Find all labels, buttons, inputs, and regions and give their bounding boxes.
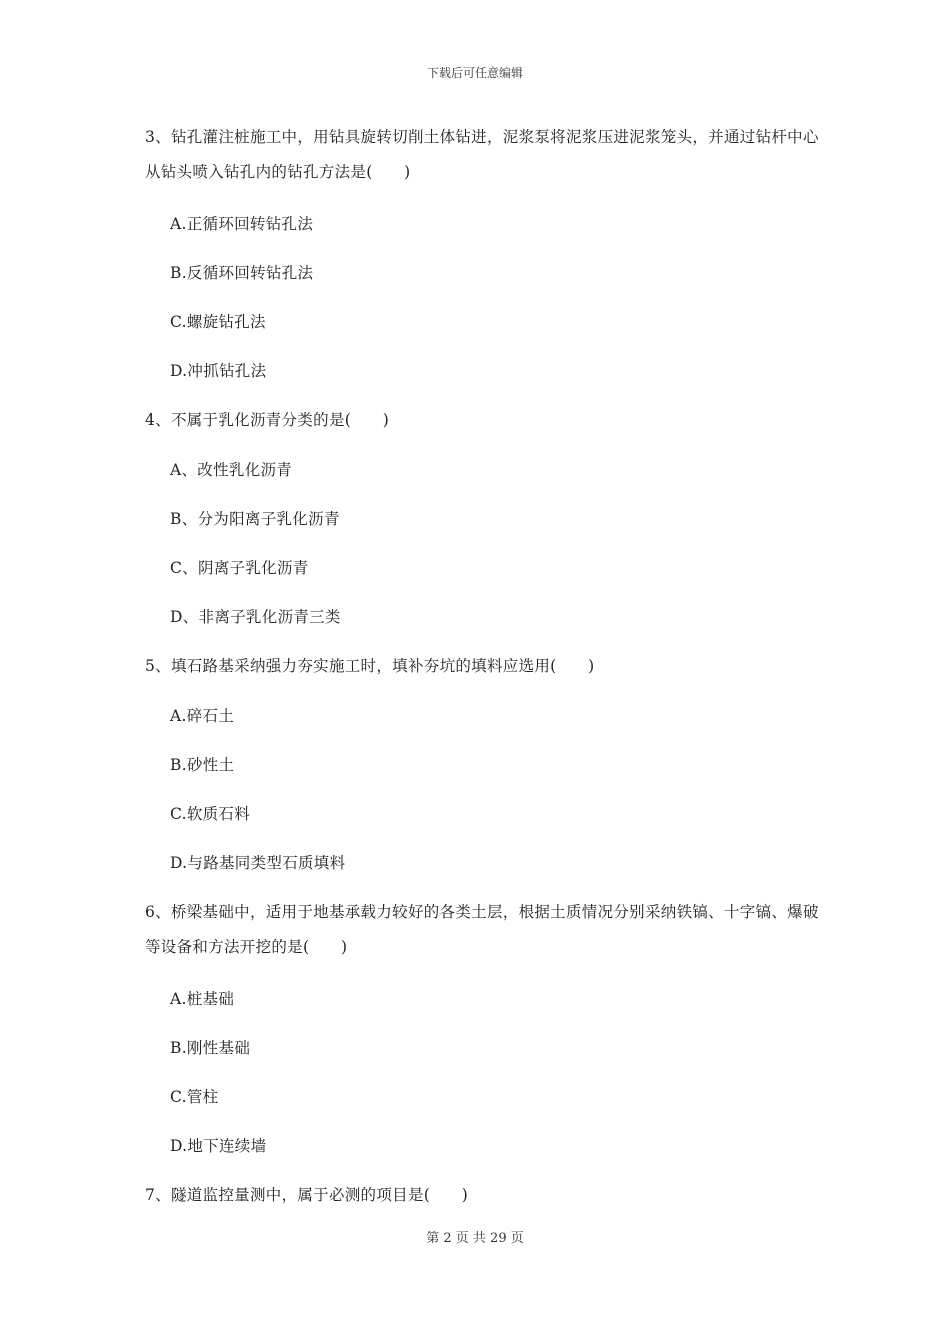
question-3-option-c: C.螺旋钻孔法 — [170, 313, 266, 331]
question-3-option-a: A.正循环回转钻孔法 — [170, 215, 314, 233]
question-4-option-b: B、分为阳离子乳化沥青 — [170, 510, 340, 528]
question-6-option-c: C.管柱 — [170, 1088, 219, 1106]
question-4-option-c: C、阴离子乳化沥青 — [170, 559, 309, 577]
question-5-stem: 5、填石路基采纳强力夯实施工时，填补夯坑的填料应选用( ) — [145, 657, 595, 675]
question-4-option-a: A、改性乳化沥青 — [170, 461, 293, 479]
question-5-option-b: B.砂性土 — [170, 756, 235, 774]
question-6-option-d: D.地下连续墙 — [170, 1137, 267, 1155]
question-3-option-d: D.冲抓钻孔法 — [170, 362, 267, 380]
question-3-stem: 3、钻孔灌注桩施工中，用钻具旋转切削土体钻进，泥浆泵将泥浆压进泥浆笼头，并通过钻杆中心从钻头喷入钻孔内的钻孔方法是( ) — [145, 128, 819, 181]
question-6-option-a: A.桩基础 — [170, 990, 235, 1008]
question-6-stem: 6、桥梁基础中，适用于地基承载力较好的各类土层，根据土质情况分别采纳铁镐、十字镐、爆破等设备和方法开挖的是( ) — [145, 903, 819, 956]
page-header: 下载后可任意编辑 — [426, 66, 523, 80]
question-4-option-d: D、非离子乳化沥青三类 — [170, 608, 341, 626]
question-4-stem: 4、不属于乳化沥青分类的是( ) — [145, 411, 390, 429]
question-7-stem: 7、隧道监控量测中，属于必测的项目是( ) — [145, 1186, 469, 1204]
question-5-option-a: A.碎石土 — [170, 707, 235, 725]
question-6-option-b: B.刚性基础 — [170, 1039, 251, 1057]
question-5-option-d: D.与路基同类型石质填料 — [170, 854, 346, 872]
question-5-option-c: C.软质石料 — [170, 805, 251, 823]
page-footer: 第 2 页 共 29 页 — [426, 1231, 524, 1246]
question-3-option-b: B.反循环回转钻孔法 — [170, 264, 314, 282]
